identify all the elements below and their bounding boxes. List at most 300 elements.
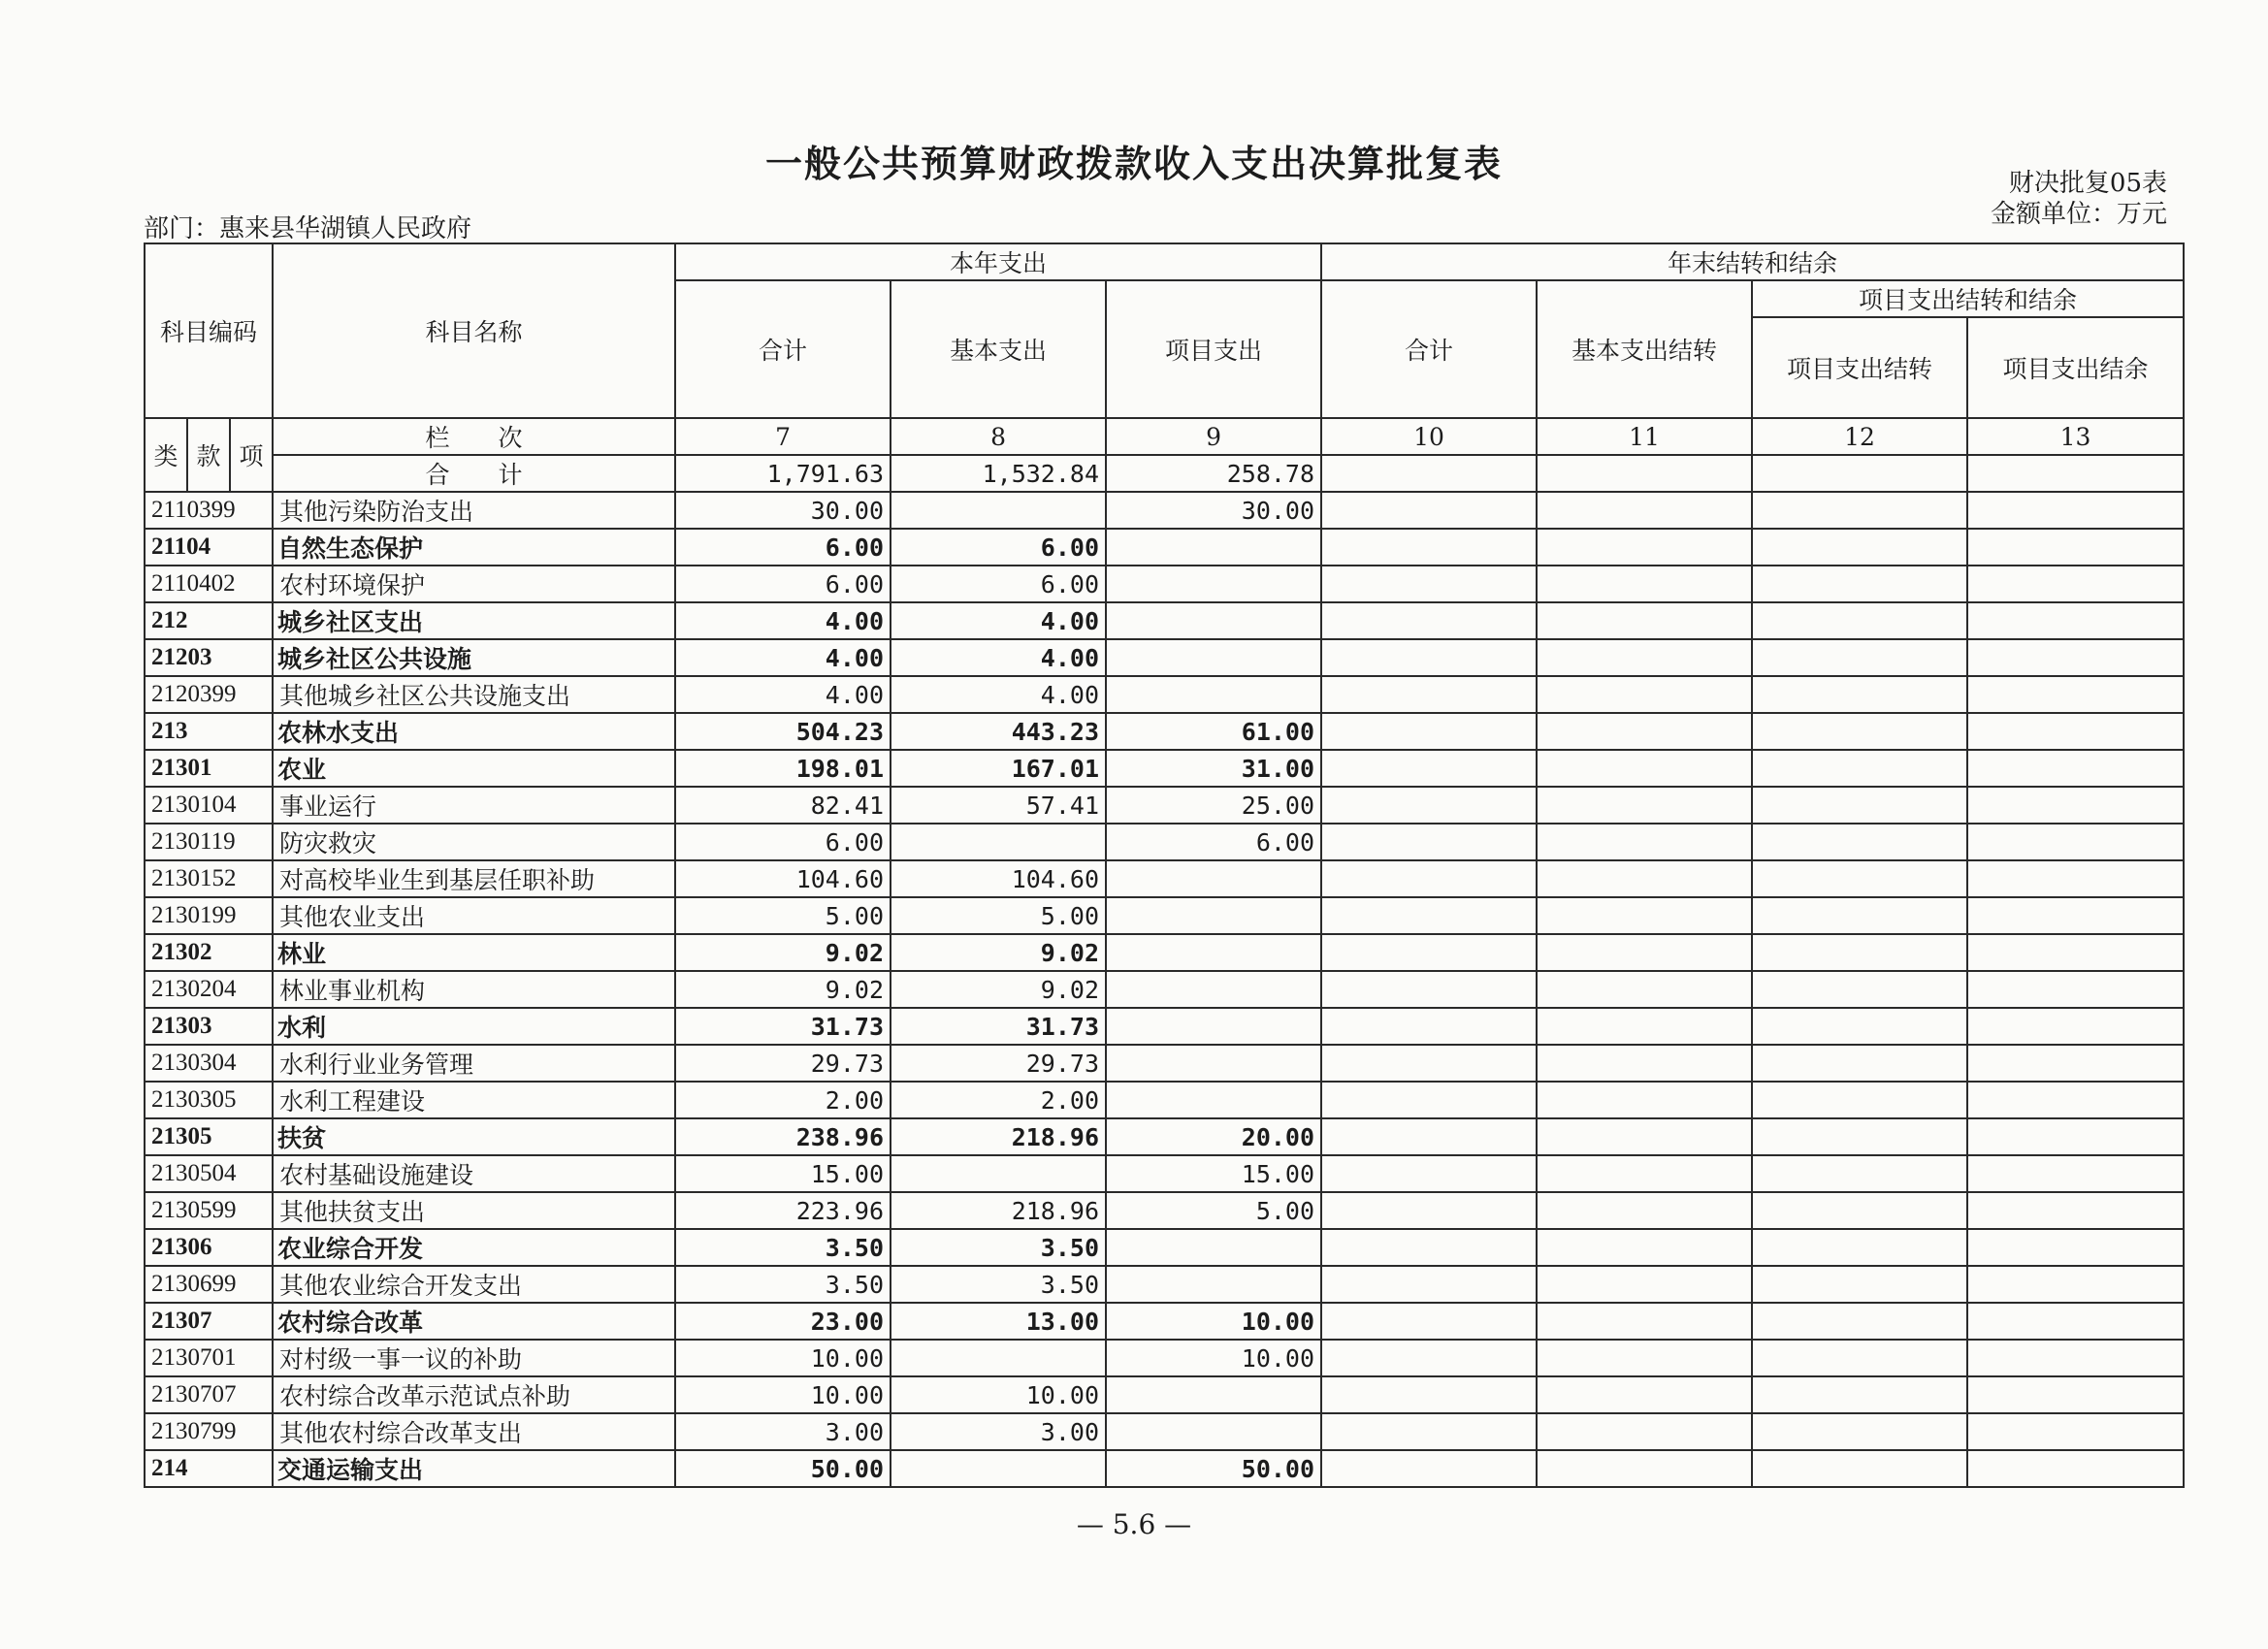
col-num: 11 xyxy=(1537,418,1752,455)
row-basic xyxy=(891,824,1106,860)
empty-cell xyxy=(1752,1450,1967,1487)
row-code: 2130305 xyxy=(145,1082,273,1118)
row-project xyxy=(1106,1082,1321,1118)
row-code: 2130104 xyxy=(145,787,273,824)
empty-cell xyxy=(1752,1303,1967,1340)
empty-cell xyxy=(1537,1155,1752,1192)
empty-cell xyxy=(1537,1340,1752,1376)
empty-cell xyxy=(1967,934,2184,971)
empty-cell xyxy=(1967,1340,2184,1376)
empty-cell xyxy=(1537,897,1752,934)
table-row xyxy=(145,1155,2184,1192)
row-basic: 4.00 xyxy=(891,602,1106,639)
row-total: 10.00 xyxy=(675,1376,891,1413)
row-basic: 13.00 xyxy=(891,1303,1106,1340)
row-name: 其他农村综合改革支出 xyxy=(273,1413,675,1450)
row-code: 2130599 xyxy=(145,1192,273,1229)
empty-cell xyxy=(1537,1082,1752,1118)
row-code: 21307 xyxy=(145,1303,273,1340)
table-row xyxy=(145,1413,2184,1450)
empty-cell xyxy=(1321,1450,1537,1487)
empty-cell xyxy=(1752,971,1967,1008)
empty-cell xyxy=(1752,1045,1967,1082)
row-project xyxy=(1106,602,1321,639)
row-basic: 31.73 xyxy=(891,1008,1106,1045)
row-project xyxy=(1106,1229,1321,1266)
page-title: 一般公共预算财政拨款收入支出决算批复表 xyxy=(764,143,1503,185)
header-basic-carry: 基本支出结转 xyxy=(1537,280,1752,418)
row-total: 50.00 xyxy=(675,1450,891,1487)
row-code: 21301 xyxy=(145,750,273,787)
empty-cell xyxy=(1321,1413,1537,1450)
row-total: 104.60 xyxy=(675,860,891,897)
table-row xyxy=(145,897,2184,934)
col-num: 12 xyxy=(1752,418,1967,455)
row-total: 504.23 xyxy=(675,713,891,750)
empty-cell xyxy=(1537,1192,1752,1229)
table-row xyxy=(145,1118,2184,1155)
table-row xyxy=(145,1045,2184,1082)
empty-cell xyxy=(1321,1340,1537,1376)
empty-cell xyxy=(1967,897,2184,934)
empty-cell xyxy=(1321,1376,1537,1413)
empty-cell xyxy=(1537,566,1752,602)
empty-cell xyxy=(1537,1045,1752,1082)
empty-cell xyxy=(1967,1155,2184,1192)
empty-cell xyxy=(1537,676,1752,713)
row-code: 21203 xyxy=(145,639,273,676)
row-basic: 4.00 xyxy=(891,676,1106,713)
row-code: 214 xyxy=(145,1450,273,1487)
header-kuan: 款 xyxy=(187,418,230,492)
row-code: 2130707 xyxy=(145,1376,273,1413)
table-row xyxy=(145,1340,2184,1376)
row-basic: 10.00 xyxy=(891,1376,1106,1413)
empty-cell xyxy=(1537,1008,1752,1045)
row-project: 15.00 xyxy=(1106,1155,1321,1192)
empty-cell xyxy=(1321,713,1537,750)
row-name: 其他扶贫支出 xyxy=(273,1192,675,1229)
empty-cell xyxy=(1321,934,1537,971)
row-code: 2130119 xyxy=(145,824,273,860)
row-total: 29.73 xyxy=(675,1045,891,1082)
row-project: 10.00 xyxy=(1106,1340,1321,1376)
empty-cell xyxy=(1752,787,1967,824)
row-project xyxy=(1106,676,1321,713)
row-code: 2130504 xyxy=(145,1155,273,1192)
empty-cell xyxy=(1967,492,2184,529)
row-name: 农村综合改革 xyxy=(273,1303,675,1340)
empty-cell xyxy=(1752,1376,1967,1413)
row-name: 交通运输支出 xyxy=(273,1450,675,1487)
empty-cell xyxy=(1537,492,1752,529)
empty-cell xyxy=(1321,1303,1537,1340)
empty-cell xyxy=(1752,1008,1967,1045)
empty-cell xyxy=(1321,1266,1537,1303)
empty-cell xyxy=(1321,1155,1537,1192)
row-project: 50.00 xyxy=(1106,1450,1321,1487)
empty-cell xyxy=(1321,824,1537,860)
empty-cell xyxy=(1967,1266,2184,1303)
empty-cell xyxy=(1321,897,1537,934)
empty-cell xyxy=(1537,860,1752,897)
table-row xyxy=(145,750,2184,787)
empty-cell xyxy=(1967,971,2184,1008)
row-name: 农业 xyxy=(273,750,675,787)
empty-cell xyxy=(1537,824,1752,860)
empty-cell xyxy=(1537,1229,1752,1266)
row-total: 15.00 xyxy=(675,1155,891,1192)
empty-cell xyxy=(1321,566,1537,602)
empty-cell xyxy=(1752,492,1967,529)
table-row xyxy=(145,1450,2184,1487)
row-basic xyxy=(891,1155,1106,1192)
empty-cell xyxy=(1752,1266,1967,1303)
row-code: 212 xyxy=(145,602,273,639)
empty-cell xyxy=(1752,1340,1967,1376)
row-project: 61.00 xyxy=(1106,713,1321,750)
row-project xyxy=(1106,566,1321,602)
sum-project: 258.78 xyxy=(1106,455,1321,492)
empty-cell xyxy=(1967,787,2184,824)
empty-cell xyxy=(1967,824,2184,860)
empty-cell xyxy=(1537,1266,1752,1303)
row-project xyxy=(1106,1413,1321,1450)
empty-cell xyxy=(1321,676,1537,713)
row-name: 扶贫 xyxy=(273,1118,675,1155)
row-basic: 6.00 xyxy=(891,566,1106,602)
row-name: 林业事业机构 xyxy=(273,971,675,1008)
row-total: 9.02 xyxy=(675,971,891,1008)
row-basic: 218.96 xyxy=(891,1192,1106,1229)
row-name: 其他城乡社区公共设施支出 xyxy=(273,676,675,713)
empty-cell xyxy=(1537,639,1752,676)
table-row xyxy=(145,1303,2184,1340)
col-num: 8 xyxy=(891,418,1106,455)
row-basic: 6.00 xyxy=(891,529,1106,566)
row-project xyxy=(1106,934,1321,971)
row-code: 2130699 xyxy=(145,1266,273,1303)
table-row xyxy=(145,934,2184,971)
row-total: 198.01 xyxy=(675,750,891,787)
row-basic: 443.23 xyxy=(891,713,1106,750)
row-basic: 104.60 xyxy=(891,860,1106,897)
empty-cell xyxy=(1321,1008,1537,1045)
empty-cell xyxy=(1537,787,1752,824)
empty-cell xyxy=(1752,602,1967,639)
row-basic: 218.96 xyxy=(891,1118,1106,1155)
empty-cell xyxy=(1537,713,1752,750)
row-code: 21306 xyxy=(145,1229,273,1266)
table-row xyxy=(145,971,2184,1008)
row-basic: 4.00 xyxy=(891,639,1106,676)
empty-cell xyxy=(1752,1229,1967,1266)
empty-cell xyxy=(1537,750,1752,787)
empty-cell xyxy=(1967,1450,2184,1487)
row-project xyxy=(1106,971,1321,1008)
row-code: 2130204 xyxy=(145,971,273,1008)
row-total: 3.50 xyxy=(675,1266,891,1303)
empty-cell xyxy=(1752,676,1967,713)
row-name: 防灾救灾 xyxy=(273,824,675,860)
row-project xyxy=(1106,1008,1321,1045)
row-basic xyxy=(891,1450,1106,1487)
table-row xyxy=(145,639,2184,676)
empty-cell xyxy=(1752,1118,1967,1155)
col-num: 9 xyxy=(1106,418,1321,455)
row-basic: 57.41 xyxy=(891,787,1106,824)
empty-cell xyxy=(1752,1082,1967,1118)
row-basic: 9.02 xyxy=(891,971,1106,1008)
empty-cell xyxy=(1537,934,1752,971)
sum-total: 1,791.63 xyxy=(675,455,891,492)
row-total: 3.00 xyxy=(675,1413,891,1450)
row-code: 21302 xyxy=(145,934,273,971)
empty-cell xyxy=(1967,1376,2184,1413)
form-code: 财决批复05表 xyxy=(2008,169,2167,198)
row-name: 农业综合开发 xyxy=(273,1229,675,1266)
header-project-balance: 项目支出结余 xyxy=(1967,317,2184,418)
table-row xyxy=(145,787,2184,824)
empty-cell xyxy=(1537,1118,1752,1155)
row-total: 23.00 xyxy=(675,1303,891,1340)
row-total: 3.50 xyxy=(675,1229,891,1266)
header-code: 科目编码 xyxy=(145,243,273,418)
table-row xyxy=(145,824,2184,860)
row-project xyxy=(1106,529,1321,566)
row-code: 2130701 xyxy=(145,1340,273,1376)
row-project: 6.00 xyxy=(1106,824,1321,860)
empty-cell xyxy=(1321,750,1537,787)
header-project-carryover: 项目支出结转 xyxy=(1752,317,1967,418)
row-name: 城乡社区支出 xyxy=(273,602,675,639)
empty-cell xyxy=(1967,713,2184,750)
table-row xyxy=(145,602,2184,639)
col-num: 7 xyxy=(675,418,891,455)
row-code: 2130199 xyxy=(145,897,273,934)
row-total: 4.00 xyxy=(675,639,891,676)
table-row xyxy=(145,529,2184,566)
row-total: 6.00 xyxy=(675,566,891,602)
empty-cell xyxy=(1967,529,2184,566)
row-code: 2130152 xyxy=(145,860,273,897)
row-basic xyxy=(891,492,1106,529)
row-code: 21303 xyxy=(145,1008,273,1045)
row-basic: 3.50 xyxy=(891,1229,1106,1266)
col-num: 13 xyxy=(1967,418,2184,455)
empty-cell xyxy=(1752,750,1967,787)
empty-cell xyxy=(1967,1192,2184,1229)
row-total: 10.00 xyxy=(675,1340,891,1376)
table-row xyxy=(145,1376,2184,1413)
empty-cell xyxy=(1752,860,1967,897)
row-total: 6.00 xyxy=(675,529,891,566)
empty-cell xyxy=(1321,1118,1537,1155)
empty-cell xyxy=(1967,1008,2184,1045)
header-current-year: 本年支出 xyxy=(675,243,1321,280)
empty-cell xyxy=(1967,1229,2184,1266)
row-basic: 3.50 xyxy=(891,1266,1106,1303)
row-name: 城乡社区公共设施 xyxy=(273,639,675,676)
empty-cell xyxy=(1752,529,1967,566)
empty-cell xyxy=(1967,1413,2184,1450)
empty-cell xyxy=(1537,602,1752,639)
row-total: 9.02 xyxy=(675,934,891,971)
row-name: 农村基础设施建设 xyxy=(273,1155,675,1192)
row-project: 5.00 xyxy=(1106,1192,1321,1229)
row-name: 对村级一事一议的补助 xyxy=(273,1340,675,1376)
empty-cell xyxy=(1967,750,2184,787)
empty-cell xyxy=(1967,676,2184,713)
empty-cell xyxy=(1967,1045,2184,1082)
table-row xyxy=(145,1192,2184,1229)
empty-cell xyxy=(1321,1192,1537,1229)
table-row xyxy=(145,1008,2184,1045)
row-name: 其他农业支出 xyxy=(273,897,675,934)
empty-cell xyxy=(1752,824,1967,860)
amount-unit: 金额单位：万元 xyxy=(1990,200,2167,229)
table-row xyxy=(145,566,2184,602)
header-name: 科目名称 xyxy=(273,243,675,418)
row-total: 4.00 xyxy=(675,602,891,639)
row-name: 对高校毕业生到基层任职补助 xyxy=(273,860,675,897)
row-name: 水利行业业务管理 xyxy=(273,1045,675,1082)
empty-cell xyxy=(1321,787,1537,824)
row-basic: 167.01 xyxy=(891,750,1106,787)
row-name: 林业 xyxy=(273,934,675,971)
page-number: — 5.6 — xyxy=(1076,1508,1192,1540)
row-project xyxy=(1106,860,1321,897)
empty-cell xyxy=(1967,1303,2184,1340)
table-row xyxy=(145,492,2184,529)
empty-cell xyxy=(1537,971,1752,1008)
row-project: 31.00 xyxy=(1106,750,1321,787)
table-row xyxy=(145,1266,2184,1303)
header-project: 项目支出 xyxy=(1106,280,1321,418)
row-project xyxy=(1106,1045,1321,1082)
row-name: 自然生态保护 xyxy=(273,529,675,566)
department: 部门：惠来县华湖镇人民政府 xyxy=(144,214,472,243)
row-code: 2110399 xyxy=(145,492,273,529)
row-name: 事业运行 xyxy=(273,787,675,824)
row-total: 5.00 xyxy=(675,897,891,934)
empty-cell xyxy=(1752,1413,1967,1450)
row-name: 其他污染防治支出 xyxy=(273,492,675,529)
empty-cell xyxy=(1321,492,1537,529)
empty-cell xyxy=(1537,1376,1752,1413)
column-index-label: 栏 次 xyxy=(273,418,675,455)
col-num: 10 xyxy=(1321,418,1537,455)
header-year-end: 年末结转和结余 xyxy=(1321,243,2184,280)
empty-cell xyxy=(1967,1082,2184,1118)
row-basic: 3.00 xyxy=(891,1413,1106,1450)
header-total2: 合计 xyxy=(1321,280,1537,418)
empty-cell xyxy=(1752,639,1967,676)
sum-label: 合 计 xyxy=(273,455,675,492)
empty-cell xyxy=(1537,1450,1752,1487)
empty-cell xyxy=(1321,971,1537,1008)
table-row xyxy=(145,713,2184,750)
empty-cell xyxy=(1967,566,2184,602)
empty-cell xyxy=(1321,602,1537,639)
empty-cell xyxy=(1752,897,1967,934)
row-code: 2120399 xyxy=(145,676,273,713)
table-row xyxy=(145,1229,2184,1266)
empty-cell xyxy=(1752,934,1967,971)
row-total: 6.00 xyxy=(675,824,891,860)
row-code: 213 xyxy=(145,713,273,750)
row-name: 农林水支出 xyxy=(273,713,675,750)
empty-cell xyxy=(1967,639,2184,676)
table-row xyxy=(145,860,2184,897)
row-name: 农村环境保护 xyxy=(273,566,675,602)
empty-cell xyxy=(1321,860,1537,897)
row-project: 30.00 xyxy=(1106,492,1321,529)
table-row xyxy=(145,676,2184,713)
row-total: 238.96 xyxy=(675,1118,891,1155)
row-project: 20.00 xyxy=(1106,1118,1321,1155)
empty-cell xyxy=(1967,602,2184,639)
row-total: 30.00 xyxy=(675,492,891,529)
row-total: 31.73 xyxy=(675,1008,891,1045)
header-basic: 基本支出 xyxy=(891,280,1106,418)
row-code: 2110402 xyxy=(145,566,273,602)
row-code: 21305 xyxy=(145,1118,273,1155)
empty-cell xyxy=(1752,1155,1967,1192)
row-total: 82.41 xyxy=(675,787,891,824)
row-project xyxy=(1106,639,1321,676)
empty-cell xyxy=(1752,566,1967,602)
header-project-carry: 项目支出结转和结余 xyxy=(1752,280,2184,317)
row-basic xyxy=(891,1340,1106,1376)
row-name: 水利 xyxy=(273,1008,675,1045)
row-total: 223.96 xyxy=(675,1192,891,1229)
row-project xyxy=(1106,1376,1321,1413)
row-name: 其他农业综合开发支出 xyxy=(273,1266,675,1303)
empty-cell xyxy=(1321,1229,1537,1266)
row-project: 10.00 xyxy=(1106,1303,1321,1340)
row-basic: 2.00 xyxy=(891,1082,1106,1118)
row-project xyxy=(1106,1266,1321,1303)
table-row xyxy=(145,1082,2184,1118)
empty-cell xyxy=(1321,529,1537,566)
empty-cell xyxy=(1537,529,1752,566)
row-code: 2130799 xyxy=(145,1413,273,1450)
row-code: 2130304 xyxy=(145,1045,273,1082)
row-project xyxy=(1106,897,1321,934)
row-total: 2.00 xyxy=(675,1082,891,1118)
row-project: 25.00 xyxy=(1106,787,1321,824)
row-code: 21104 xyxy=(145,529,273,566)
empty-cell xyxy=(1752,1192,1967,1229)
row-name: 农村综合改革示范试点补助 xyxy=(273,1376,675,1413)
header-xiang: 项 xyxy=(230,418,273,492)
empty-cell xyxy=(1537,1413,1752,1450)
header-total: 合计 xyxy=(675,280,891,418)
row-basic: 29.73 xyxy=(891,1045,1106,1082)
header-lei: 类 xyxy=(145,418,187,492)
row-basic: 5.00 xyxy=(891,897,1106,934)
empty-cell xyxy=(1752,713,1967,750)
empty-cell xyxy=(1967,860,2184,897)
row-total: 4.00 xyxy=(675,676,891,713)
empty-cell xyxy=(1321,1082,1537,1118)
empty-cell xyxy=(1967,1118,2184,1155)
empty-cell xyxy=(1321,1045,1537,1082)
empty-cell xyxy=(1321,639,1537,676)
row-name: 水利工程建设 xyxy=(273,1082,675,1118)
sum-basic: 1,532.84 xyxy=(891,455,1106,492)
